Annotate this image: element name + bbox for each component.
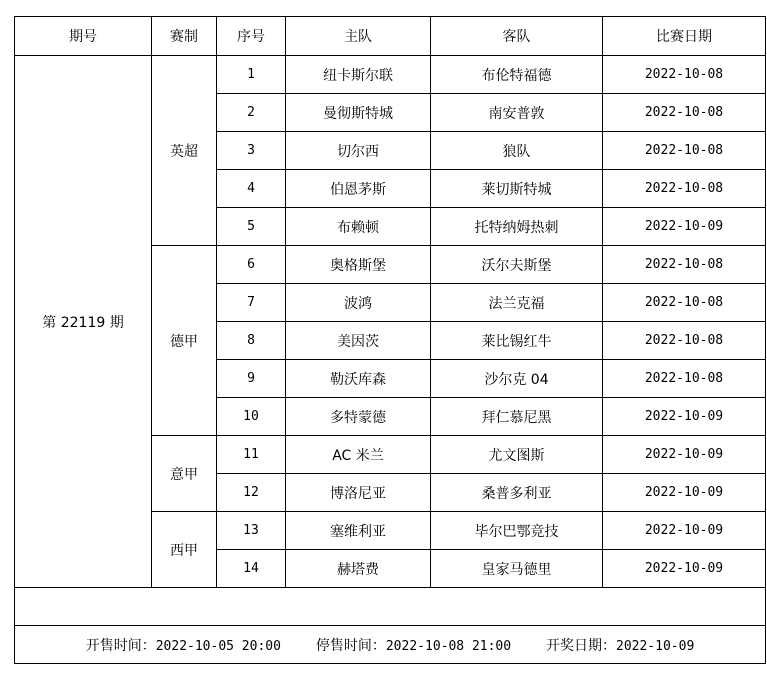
seq-cell: 3 [217,132,286,170]
away-team-cell: 沃尔夫斯堡 [431,246,603,284]
seq-cell: 6 [217,246,286,284]
away-team-cell: 法兰克福 [431,284,603,322]
away-team-cell: 尤文图斯 [431,436,603,474]
seq-cell: 7 [217,284,286,322]
home-team-cell: 波鸿 [286,284,431,322]
away-team-cell: 托特纳姆热刺 [431,208,603,246]
match-date-cell: 2022-10-08 [603,360,766,398]
header-row [15,17,766,56]
home-team-cell: 纽卡斯尔联 [286,56,431,94]
schedule-table [14,16,766,664]
seq-cell: 11 [217,436,286,474]
match-date-cell: 2022-10-08 [603,170,766,208]
header-seq: 序号 [217,17,286,56]
home-team-cell: 曼彻斯特城 [286,94,431,132]
league-cell: 英超 [152,56,217,246]
seq-cell: 1 [217,56,286,94]
league-cell: 西甲 [152,512,217,588]
away-team-cell: 毕尔巴鄂竞技 [431,512,603,550]
blank-row [15,588,766,626]
away-team-cell: 沙尔克 04 [431,360,603,398]
away-team-cell: 南安普敦 [431,94,603,132]
header-home: 主队 [286,17,431,56]
match-date-cell: 2022-10-09 [603,398,766,436]
match-date-cell: 2022-10-08 [603,322,766,360]
match-date-cell: 2022-10-09 [603,208,766,246]
away-team-cell: 莱切斯特城 [431,170,603,208]
match-date-cell: 2022-10-08 [603,94,766,132]
home-team-cell: 博洛尼亚 [286,474,431,512]
seq-cell: 2 [217,94,286,132]
away-team-cell: 狼队 [431,132,603,170]
seq-cell: 12 [217,474,286,512]
away-team-cell: 皇家马德里 [431,550,603,588]
seq-cell: 5 [217,208,286,246]
period-cell: 第 22119 期 [15,56,152,588]
match-date-cell: 2022-10-08 [603,284,766,322]
home-team-cell: AC 米兰 [286,436,431,474]
sale-stop-label: 停售时间： [315,637,386,654]
match-date-cell: 2022-10-09 [603,512,766,550]
home-team-cell: 布赖顿 [286,208,431,246]
seq-cell: 8 [217,322,286,360]
match-date-cell: 2022-10-09 [603,436,766,474]
sale-stop-value: 2022-10-08 21:00 [385,638,512,654]
home-team-cell: 塞维利亚 [286,512,431,550]
sale-start-label: 开售时间： [85,637,156,654]
sale-start-value: 2022-10-05 20:00 [155,638,281,654]
home-team-cell: 赫塔费 [286,550,431,588]
draw-date-label: 开奖日期： [546,637,616,654]
header-date: 比赛日期 [603,17,766,56]
away-team-cell: 桑普多利亚 [431,474,603,512]
home-team-cell: 美因茨 [286,322,431,360]
header-period: 期号 [15,17,152,56]
match-date-cell: 2022-10-09 [603,550,766,588]
seq-cell: 4 [217,170,286,208]
table-row [15,56,766,94]
league-cell: 意甲 [152,436,217,512]
seq-cell: 10 [217,398,286,436]
match-date-cell: 2022-10-09 [603,474,766,512]
schedule-table-container [14,16,765,664]
draw-date-value: 2022-10-09 [616,638,695,654]
home-team-cell: 奥格斯堡 [286,246,431,284]
league-cell: 德甲 [152,246,217,436]
match-date-cell: 2022-10-08 [603,246,766,284]
home-team-cell: 伯恩茅斯 [286,170,431,208]
seq-cell: 14 [217,550,286,588]
match-date-cell: 2022-10-08 [603,56,766,94]
home-team-cell: 切尔西 [286,132,431,170]
away-team-cell: 莱比锡红牛 [431,322,603,360]
home-team-cell: 多特蒙德 [286,398,431,436]
away-team-cell: 布伦特福德 [431,56,603,94]
header-away: 客队 [431,17,603,56]
match-date-cell: 2022-10-08 [603,132,766,170]
footer-cell [15,626,766,664]
seq-cell: 13 [217,512,286,550]
footer-row [15,626,766,664]
header-league: 赛制 [152,17,217,56]
seq-cell: 9 [217,360,286,398]
home-team-cell: 勒沃库森 [286,360,431,398]
away-team-cell: 拜仁慕尼黑 [431,398,603,436]
blank-cell [15,588,766,626]
